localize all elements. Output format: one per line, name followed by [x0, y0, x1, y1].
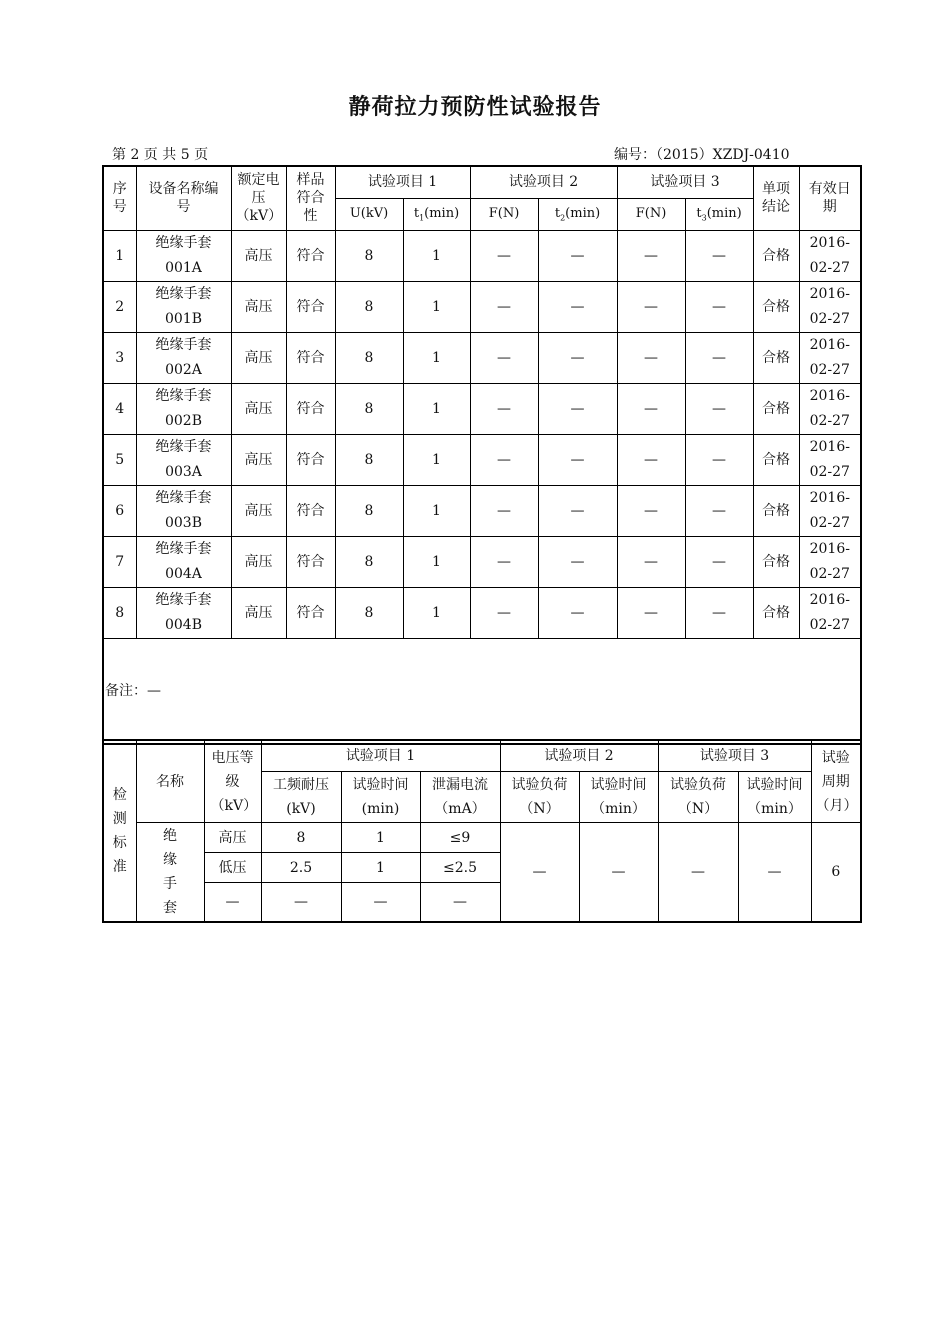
- standard-load2-header: 试验负荷（N）: [500, 772, 579, 823]
- row-sample: 符合: [286, 383, 335, 434]
- row-test1-time: 1: [403, 434, 470, 485]
- row-sample: 符合: [286, 536, 335, 587]
- row-test1-voltage: 8: [335, 383, 403, 434]
- header-test1-voltage: U(kV): [335, 198, 403, 230]
- standard-period-header: 试验周期（月）: [811, 740, 861, 823]
- header-test1: 试验项目 1: [335, 166, 470, 198]
- test-results-table: [102, 165, 862, 745]
- standard-time3-header: 试验时间（min）: [738, 772, 811, 823]
- standard-withstand: 2.5: [261, 853, 341, 883]
- row-device-line: 绝缘手套: [155, 285, 212, 302]
- standard-load3: —: [658, 823, 738, 923]
- header-test2: 试验项目 2: [470, 166, 617, 198]
- row-device-line: 004A: [165, 565, 202, 582]
- row-sample: 符合: [286, 332, 335, 383]
- row-test2-time: —: [538, 485, 617, 536]
- standard-leak: ≤2.5: [420, 853, 500, 883]
- row-test2-force: —: [470, 587, 538, 638]
- row-conclusion: 合格: [753, 587, 799, 638]
- row-valid-date-line: 02-27: [809, 361, 850, 378]
- row-device-line: 001A: [165, 259, 202, 276]
- standard-level: —: [204, 883, 261, 923]
- page-info: 第 2 页 共 5 页: [112, 147, 209, 163]
- header-seq: 序号: [103, 166, 136, 230]
- row-conclusion: 合格: [753, 383, 799, 434]
- row-valid-date-line: 02-27: [809, 310, 850, 327]
- row-conclusion: 合格: [753, 434, 799, 485]
- row-device: [136, 230, 231, 281]
- row-device: [136, 587, 231, 638]
- row-test1-voltage: 8: [335, 332, 403, 383]
- row-voltage: 高压: [231, 230, 286, 281]
- row-valid-date-line: 02-27: [809, 565, 850, 582]
- standard-time2: —: [579, 823, 658, 923]
- row-test1-time: 1: [403, 485, 470, 536]
- standard-test1-header: 试验项目 1: [261, 740, 500, 772]
- row-test2-force: —: [470, 281, 538, 332]
- row-test1-time: 1: [403, 332, 470, 383]
- row-sample: 符合: [286, 587, 335, 638]
- standard-time: 1: [341, 823, 420, 853]
- standard-level: 高压: [204, 823, 261, 853]
- row-test3-force: —: [617, 332, 685, 383]
- standard-time-header: 试验时间(min): [341, 772, 420, 823]
- row-device-line: 003A: [165, 463, 202, 480]
- row-valid-date-line: 02-27: [809, 616, 850, 633]
- row-valid-date-line: 2016-: [809, 591, 850, 608]
- row-device-line: 001B: [164, 310, 202, 327]
- header-conclusion: 单项结论: [753, 166, 799, 230]
- report-title: 静荷拉力预防性试验报告: [348, 95, 602, 120]
- row-test3-time: —: [685, 485, 753, 536]
- row-test3-force: —: [617, 536, 685, 587]
- row-conclusion: 合格: [753, 230, 799, 281]
- table-row: [103, 281, 861, 332]
- header-test2-time: $t_2(\min)$: [538, 198, 617, 230]
- row-test1-time: 1: [403, 587, 470, 638]
- row-device: [136, 383, 231, 434]
- row-test2-time: —: [538, 587, 617, 638]
- row-valid-date: [799, 281, 861, 332]
- row-device: [136, 332, 231, 383]
- row-voltage: 高压: [231, 434, 286, 485]
- row-device-line: 002B: [164, 412, 202, 429]
- row-test2-force: —: [470, 332, 538, 383]
- row-voltage: 高压: [231, 536, 286, 587]
- row-valid-date: [799, 434, 861, 485]
- standard-table: [102, 739, 862, 923]
- header-row: [103, 166, 861, 198]
- standard-item-name: 绝 缘 手 套: [136, 823, 204, 923]
- row-device-line: 004B: [164, 616, 202, 633]
- row-test3-time: —: [685, 281, 753, 332]
- row-device-line: 003B: [164, 514, 202, 531]
- row-test2-time: —: [538, 536, 617, 587]
- row-test3-time: —: [685, 383, 753, 434]
- standard-time3: —: [738, 823, 811, 923]
- row-test3-force: —: [617, 587, 685, 638]
- row-test3-time: —: [685, 587, 753, 638]
- row-valid-date: [799, 332, 861, 383]
- row-test1-voltage: 8: [335, 587, 403, 638]
- standard-row: [103, 823, 861, 853]
- row-valid-date: [799, 587, 861, 638]
- report-number: 编号：（2015）XZDJ-0410: [614, 147, 790, 163]
- standard-withstand: —: [261, 883, 341, 923]
- header-sample: 样品符合性: [286, 166, 335, 230]
- table-row: [103, 383, 861, 434]
- row-device: [136, 536, 231, 587]
- header-test3-time: $t_3(\min)$: [685, 198, 753, 230]
- row-voltage: 高压: [231, 332, 286, 383]
- row-test3-force: —: [617, 485, 685, 536]
- standard-voltage-header: 电压等级（kV）: [204, 740, 261, 823]
- table-row: [103, 332, 861, 383]
- row-conclusion: 合格: [753, 332, 799, 383]
- row-sample: 符合: [286, 281, 335, 332]
- standard-name-header: 名称: [136, 740, 204, 823]
- standard-load2: —: [500, 823, 579, 923]
- row-device-line: 绝缘手套: [155, 234, 212, 251]
- standard-period: 6: [811, 823, 861, 923]
- standard-level: 低压: [204, 853, 261, 883]
- row-test2-time: —: [538, 383, 617, 434]
- row-device-line: 002A: [165, 361, 202, 378]
- row-voltage: 高压: [231, 281, 286, 332]
- row-valid-date: [799, 230, 861, 281]
- row-device-line: 绝缘手套: [155, 591, 212, 608]
- table-row: [103, 587, 861, 638]
- header-test2-force: F(N): [470, 198, 538, 230]
- row-test2-time: —: [538, 332, 617, 383]
- row-device-line: 绝缘手套: [155, 387, 212, 404]
- row-seq: 1: [103, 230, 136, 281]
- row-test2-force: —: [470, 230, 538, 281]
- row-test2-time: —: [538, 434, 617, 485]
- standard-time: —: [341, 883, 420, 923]
- header-test1-time: $t_1(\min)$: [403, 198, 470, 230]
- table-row: [103, 536, 861, 587]
- row-device-line: 绝缘手套: [155, 540, 212, 557]
- row-valid-date-line: 2016-: [809, 336, 850, 353]
- row-sample: 符合: [286, 434, 335, 485]
- row-test1-voltage: 8: [335, 536, 403, 587]
- row-seq: 7: [103, 536, 136, 587]
- row-valid-date-line: 02-27: [809, 463, 850, 480]
- row-test3-force: —: [617, 434, 685, 485]
- row-valid-date-line: 2016-: [809, 540, 850, 557]
- row-valid-date-line: 02-27: [809, 259, 850, 276]
- row-sample: 符合: [286, 230, 335, 281]
- row-test2-force: —: [470, 434, 538, 485]
- row-test1-time: 1: [403, 281, 470, 332]
- row-seq: 3: [103, 332, 136, 383]
- standard-load3-header: 试验负荷（N）: [658, 772, 738, 823]
- row-test1-voltage: 8: [335, 281, 403, 332]
- row-seq: 5: [103, 434, 136, 485]
- row-test1-voltage: 8: [335, 485, 403, 536]
- row-test3-time: —: [685, 230, 753, 281]
- standard-time: 1: [341, 853, 420, 883]
- row-valid-date-line: 2016-: [809, 285, 850, 302]
- table-row: [103, 485, 861, 536]
- header-test3-force: F(N): [617, 198, 685, 230]
- standard-side-label: 检 测 标 准: [103, 740, 136, 922]
- row-conclusion: 合格: [753, 536, 799, 587]
- row-valid-date: [799, 485, 861, 536]
- row-valid-date: [799, 383, 861, 434]
- row-test2-force: —: [470, 485, 538, 536]
- row-seq: 8: [103, 587, 136, 638]
- row-test3-time: —: [685, 332, 753, 383]
- row-sample: 符合: [286, 485, 335, 536]
- row-test1-voltage: 8: [335, 230, 403, 281]
- row-device: [136, 434, 231, 485]
- row-test3-force: —: [617, 230, 685, 281]
- row-test3-time: —: [685, 536, 753, 587]
- row-test1-time: 1: [403, 383, 470, 434]
- row-test2-force: —: [470, 383, 538, 434]
- standard-leak-header: 泄漏电流（mA）: [420, 772, 500, 823]
- row-seq: 4: [103, 383, 136, 434]
- row-voltage: 高压: [231, 485, 286, 536]
- header-valid-date: 有效日期: [799, 166, 861, 230]
- row-test2-time: —: [538, 230, 617, 281]
- table-row: [103, 230, 861, 281]
- row-test2-force: —: [470, 536, 538, 587]
- row-valid-date-line: 02-27: [809, 412, 850, 429]
- standard-leak: —: [420, 883, 500, 923]
- row-valid-date-line: 2016-: [809, 438, 850, 455]
- standard-time2-header: 试验时间（min）: [579, 772, 658, 823]
- standard-withstand-header: 工频耐压(kV): [261, 772, 341, 823]
- row-device-line: 绝缘手套: [155, 336, 212, 353]
- row-test1-time: 1: [403, 536, 470, 587]
- standard-withstand: 8: [261, 823, 341, 853]
- standard-test3-header: 试验项目 3: [658, 740, 811, 772]
- header-device: 设备名称编号: [136, 166, 231, 230]
- row-voltage: 高压: [231, 587, 286, 638]
- standard-test2-header: 试验项目 2: [500, 740, 658, 772]
- row-voltage: 高压: [231, 383, 286, 434]
- table-row: [103, 434, 861, 485]
- standard-leak: ≤9: [420, 823, 500, 853]
- header-test3: 试验项目 3: [617, 166, 753, 198]
- row-device-line: 绝缘手套: [155, 489, 212, 506]
- row-seq: 6: [103, 485, 136, 536]
- row-seq: 2: [103, 281, 136, 332]
- row-test1-time: 1: [403, 230, 470, 281]
- row-test2-time: —: [538, 281, 617, 332]
- row-valid-date-line: 2016-: [809, 387, 850, 404]
- row-conclusion: 合格: [753, 281, 799, 332]
- row-valid-date-line: 2016-: [809, 234, 850, 251]
- header-voltage: 额定电压（kV）: [231, 166, 286, 230]
- row-device: [136, 281, 231, 332]
- row-device: [136, 485, 231, 536]
- remarks-row: [103, 638, 861, 744]
- row-test1-voltage: 8: [335, 434, 403, 485]
- row-device-line: 绝缘手套: [155, 438, 212, 455]
- remarks: 备注：—: [103, 638, 861, 744]
- row-test3-time: —: [685, 434, 753, 485]
- row-valid-date-line: 02-27: [809, 514, 850, 531]
- row-valid-date: [799, 536, 861, 587]
- row-conclusion: 合格: [753, 485, 799, 536]
- row-test3-force: —: [617, 281, 685, 332]
- row-test3-force: —: [617, 383, 685, 434]
- row-valid-date-line: 2016-: [809, 489, 850, 506]
